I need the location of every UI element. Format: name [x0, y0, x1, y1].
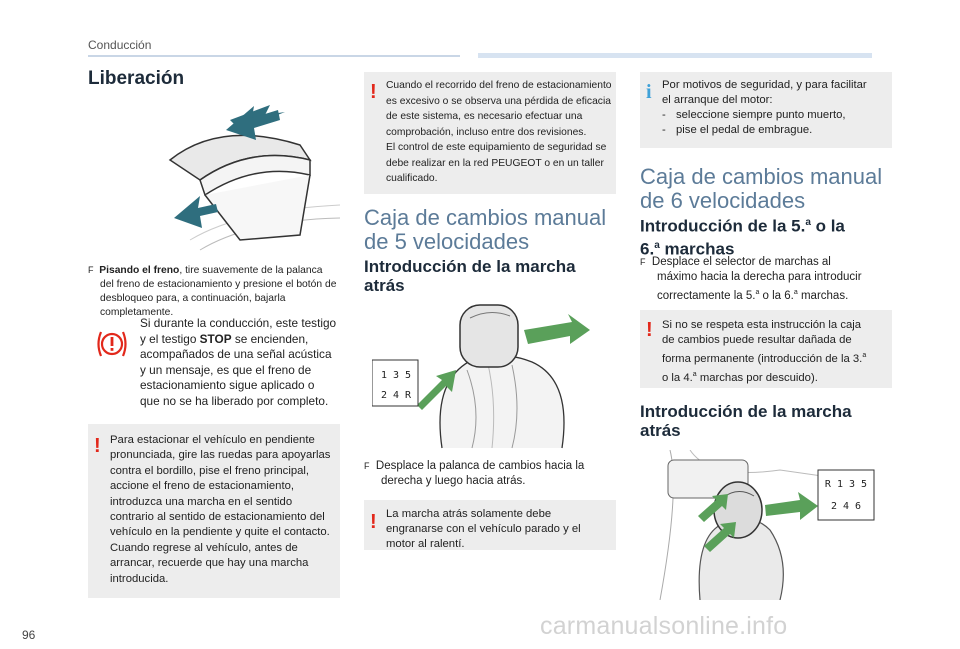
warning-line-stop — [140, 332, 345, 348]
superscript: a — [805, 217, 811, 228]
instruction-line: Desplace el selector de marchas al — [651, 256, 831, 268]
gear-pattern-5 — [376, 366, 416, 406]
slope-parking-text — [110, 433, 338, 587]
heading-line: de 5 velocidades — [364, 229, 530, 254]
info-icon: i — [646, 81, 652, 103]
subheading-part: 6. — [640, 239, 655, 259]
note-line: engranarse con el vehículo parado y el — [386, 523, 581, 535]
info-list-item: - pise el pedal de embrague. — [662, 124, 813, 136]
page-number: 96 — [22, 628, 36, 642]
box-line: contra el bordillo, pise el freno principal, — [110, 464, 310, 477]
warn-line: de cambios puede resultar dañada de — [662, 334, 852, 346]
superscript: a — [654, 239, 660, 251]
info-list-item: - seleccione siempre punto muerto, — [662, 109, 846, 121]
info-line: Por motivos de seguridad, y para facilitar — [662, 79, 867, 91]
header-rule-right — [478, 53, 872, 58]
instruction-line: máximo hacia la derecha para introducir — [657, 271, 862, 283]
stop-label: STOP — [199, 331, 232, 346]
instruction-part: marchas. — [797, 289, 849, 302]
release-line3: desbloqueo para, a continuación, bajarla completamente. — [100, 293, 286, 318]
release-line2: del freno de estacionamiento y presione el botón de — [100, 279, 337, 290]
box-line: accione el freno de estacionamiento, — [110, 480, 295, 493]
subheading-line: atrás — [364, 276, 405, 295]
heading-5-speed — [364, 206, 606, 254]
warning-line: estacionamiento sigue aplicado o — [140, 378, 315, 393]
handbrake-illustration — [160, 100, 350, 255]
safety-info-box — [640, 72, 892, 148]
box-line: introducida. — [110, 572, 169, 585]
section-heading-liberacion: Liberación — [88, 68, 185, 89]
gear-lever-6-illustration — [640, 450, 880, 600]
warning-exclamation-icon: ! — [370, 81, 377, 103]
reverse-5-instruction: F Desplace la palanca de cambios hacia la derecha y luego hacia atrás. — [364, 459, 614, 489]
warning-line-part: se encienden, — [231, 331, 309, 346]
gear-pattern-6 — [820, 474, 872, 518]
reverse-note-box — [364, 500, 616, 550]
instruction-part: o la 6. — [759, 289, 794, 302]
box-line: Cuando el recorrido del freno de estacionamiento — [386, 80, 612, 91]
warn-part: o la 4. — [662, 371, 693, 384]
box-line: vehículo en la pendiente y quite el contacto. — [110, 526, 330, 539]
release-line1: , tire suavemente de la palanca — [179, 265, 323, 276]
warn-part: marchas por descuido). — [696, 371, 818, 384]
box-line: cualificado. — [386, 173, 438, 184]
subheading-part: marchas — [659, 239, 735, 259]
watermark-text: carmanualsonline.info — [540, 612, 788, 640]
box-line: Cuando regrese al vehículo, antes de — [110, 541, 298, 554]
warning-exclamation-icon: ! — [94, 435, 101, 457]
gearbox-damage-text — [662, 318, 890, 386]
note-line: motor al ralentí. — [386, 538, 465, 550]
info-item-text: seleccione siempre punto muerto, — [676, 109, 846, 121]
subheading-5th-6th — [640, 213, 845, 258]
section-title: Conducción — [88, 38, 152, 52]
gear-top-row: R 1 3 5 — [824, 479, 868, 490]
brake-check-box — [364, 72, 616, 194]
box-line: de este sistema, es necesario efectuar una — [386, 111, 583, 122]
superscript: a — [755, 289, 760, 296]
info-line: el arranque del motor: — [662, 94, 773, 106]
superscript: a — [692, 370, 697, 378]
superscript: a — [862, 352, 867, 359]
slope-parking-box — [88, 424, 340, 598]
info-item-text: pise el pedal de embrague. — [676, 124, 813, 136]
gear-top-row: 1 3 5 — [380, 370, 412, 381]
heading-line: Caja de cambios manual — [364, 205, 607, 230]
superscript: a — [793, 289, 798, 296]
heading-line: de 6 velocidades — [640, 188, 806, 213]
safety-info-text — [662, 78, 890, 138]
box-line: comprobación, incluso entre dos revisiones. — [386, 126, 587, 138]
gear-bottom-row: 2 4 R — [380, 390, 412, 401]
brake-check-text — [386, 78, 614, 187]
instruction-line: derecha y luego hacia atrás. — [381, 475, 526, 487]
box-line: contrario al sentido de estacionamiento del — [110, 511, 325, 524]
heading-6-speed — [640, 165, 882, 213]
warning-line: acompañados de una señal acústica — [140, 347, 332, 362]
box-line: introduzca una marcha en el sentido — [110, 495, 293, 508]
box-line: arrancar, recuerde que hay una marcha — [110, 557, 309, 570]
release-instruction: F Pisando el freno, tire suavemente de la palanca del freno de estacionamiento y presione el botón de desbloqueo para, a continuación, bajarla completamente. — [88, 263, 348, 320]
warn-part: forma permanente (introducción de la 3. — [662, 352, 863, 365]
box-line: El control de este equipamiento de seguridad se — [386, 142, 607, 153]
warning-line-part: y el testigo — [140, 331, 200, 346]
subheading-reverse-6 — [640, 402, 852, 440]
gearbox-damage-box — [640, 310, 892, 388]
instruction-part: correctamente la 5. — [657, 289, 756, 302]
warning-exclamation-icon: ! — [370, 511, 377, 533]
header-rule-left — [88, 55, 460, 57]
subheading-line: Introducción de la marcha — [364, 257, 576, 276]
warning-light-text — [140, 316, 345, 410]
subheading-line: Introducción de la marcha — [640, 402, 852, 421]
box-line: debe realizar en la red PEUGEOT o en un taller — [386, 157, 604, 169]
gear-bottom-row: 2 4 6 — [830, 501, 862, 512]
instruction-line: Desplace la palanca de cambios hacia la — [375, 460, 585, 472]
note-line: La marcha atrás solamente debe — [386, 508, 552, 520]
brake-warning-icon — [95, 327, 129, 361]
warning-line: y un mensaje, es que el freno de — [140, 362, 312, 377]
warning-line: Si durante la conducción, este testigo — [140, 316, 337, 330]
warning-line: que no se ha liberado por completo. — [140, 393, 329, 408]
reverse-note-text — [386, 507, 614, 552]
subheading-part: o la — [810, 216, 845, 236]
heading-line: Caja de cambios manual — [640, 164, 883, 189]
release-bold: Pisando el freno — [99, 265, 180, 276]
box-line: es excesivo o se observa una pérdida de eficacia — [386, 95, 611, 107]
box-line: Para estacionar el vehículo en pendiente — [110, 434, 315, 446]
selector-instruction: F Desplace el selector de marchas al máximo hacia la derecha para introducir correctamente la 5.$^a$ o la 6.$^a$ marchas. — [640, 255, 892, 304]
warning-exclamation-icon: ! — [646, 319, 653, 341]
subheading-line: atrás — [640, 421, 681, 440]
box-line: pronunciada, gire las ruedas para apoyarlas — [110, 449, 331, 462]
subheading-reverse-5 — [364, 257, 576, 295]
subheading-part: Introducción de la 5. — [640, 216, 806, 236]
warn-line: Si no se respeta esta instrucción la caja — [662, 319, 862, 331]
